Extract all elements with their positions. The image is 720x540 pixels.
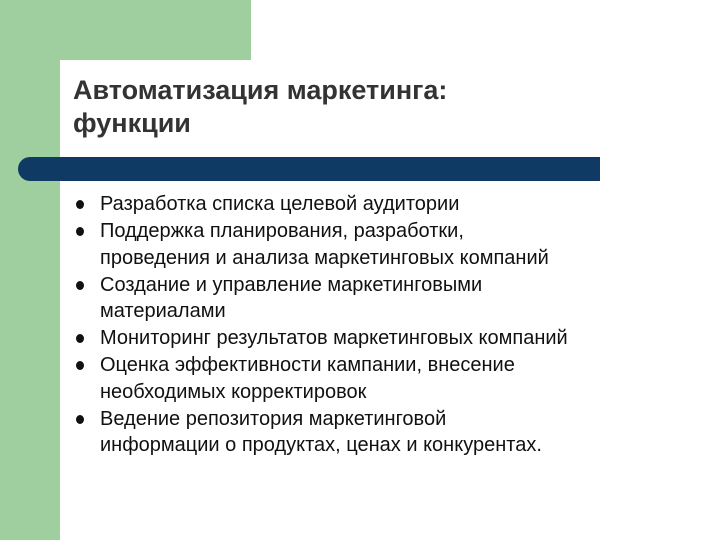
bullet-text: Поддержка планирования, разработки, проведения и анализа маркетинговых компаний <box>100 220 549 269</box>
bullet-text: Мониторинг результатов маркетинговых компаний <box>100 327 568 349</box>
bullet-item <box>76 191 696 218</box>
bullet-item <box>76 406 696 459</box>
bullet-list <box>76 191 696 459</box>
bullet-item <box>76 272 696 325</box>
bullet-text: Оценка эффективности кампании, внесение необходимых корректировок <box>100 354 515 403</box>
bullet-item <box>76 218 696 271</box>
bullet-text: Создание и управление маркетинговыми материалами <box>100 273 483 322</box>
accent-bar-top <box>0 0 251 60</box>
slide-title-line-2: функции <box>73 108 191 138</box>
bullet-dot-icon <box>76 415 84 424</box>
bullet-dot-icon <box>76 200 84 209</box>
bullet-dot-icon <box>76 281 84 290</box>
bullet-dot-icon <box>76 334 84 343</box>
accent-bar-left <box>0 0 60 540</box>
bullet-item <box>76 352 696 405</box>
slide-title-line-1: Автоматизация маркетинга: <box>73 75 448 105</box>
bullet-dot-icon <box>76 227 84 236</box>
bullet-text: Ведение репозитория маркетинговой информации о продуктах, ценах и конкурентах. <box>100 407 542 456</box>
bullet-text: Разработка списка целевой аудитории <box>100 193 460 215</box>
title-divider-bar <box>18 157 600 181</box>
bullet-dot-icon <box>76 361 84 370</box>
slide-title <box>73 74 633 140</box>
bullet-item <box>76 325 696 352</box>
